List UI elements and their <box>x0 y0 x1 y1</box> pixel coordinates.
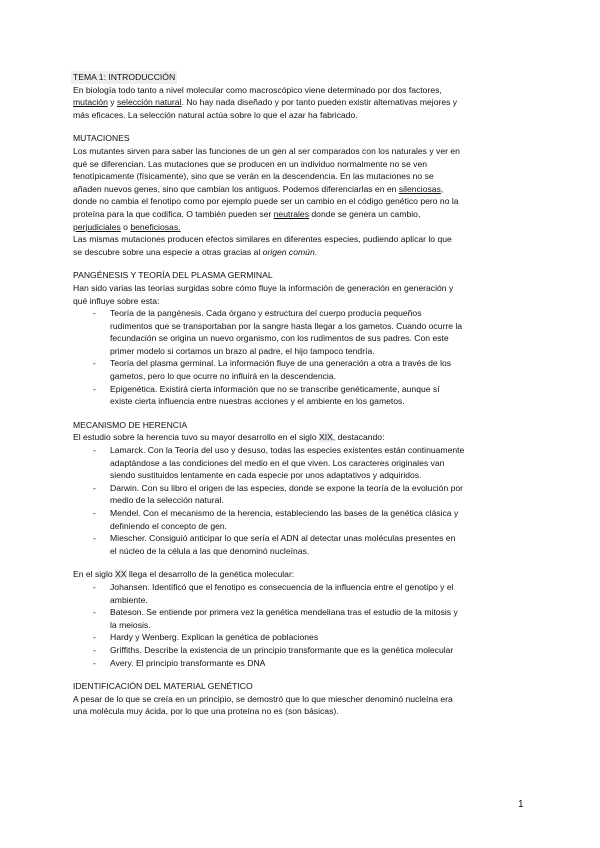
list-item <box>110 307 528 357</box>
text-line: A pesar de lo que se creía en un principio, se demostró que lo que miescher denominó nucleína era <box>73 693 453 704</box>
mutaciones-section <box>73 132 528 258</box>
bullet-list <box>73 307 528 408</box>
underlined-term: mutación <box>73 97 108 108</box>
text-line: - Miescher. Consiguió anticipar lo que sería el ADN al detectar unas moléculas presentes en <box>110 533 456 544</box>
highlighted-term: XX <box>115 569 127 580</box>
text-line: - Epigenética. Existirá cierta información que no se transcribe genéticamente, aunque sí <box>110 383 440 394</box>
text-line: - Teoría de la pangénesis. Cada órgano y estructura del cuerpo producía pequeños <box>110 308 422 319</box>
list-item <box>110 532 528 557</box>
text-line: la meiosis. <box>110 619 151 630</box>
text-span: llega el desarrollo de la genética molecular: <box>126 569 295 580</box>
text-line: definiendo el concepto de gen. <box>110 520 228 531</box>
text-span: . No hay nada diseñado y por tanto pueden existir alternativas mejores y <box>181 97 458 108</box>
text-line: qué se diferencian. Las mutaciones que se producen en un individuo normalmente no se ven <box>73 158 428 169</box>
text-line: Los mutantes sirven para saber las funciones de un gen al ser comparados con los naturales y ver en <box>73 145 460 156</box>
text-line: una molécula muy ácida, por lo que una proteína no es (son básicas). <box>73 706 339 717</box>
text-span: y <box>107 97 117 108</box>
highlighted-term: XIX <box>319 432 333 443</box>
text-span: o <box>120 221 131 232</box>
text-line: adaptándose a las condiciones del medio en el que viven. Los caracteres originales van <box>110 457 445 468</box>
list-item <box>110 507 528 532</box>
text-line: Las mismas mutaciones producen efectos similares en diferentes especies, pudiendo aplicar lo que <box>73 234 452 245</box>
text-line: rudimentos que se transportaban por la sangre hasta llegar a los gametos. Cuando ocurre la <box>110 320 463 331</box>
list-item <box>110 482 528 507</box>
text-line <box>73 568 528 581</box>
text-line: medio de la selección natural. <box>110 495 224 506</box>
text-line: gametos, pero lo que ocurre no influirá en la descendencia. <box>110 371 336 382</box>
list-item <box>110 444 528 482</box>
text-line <box>73 246 528 259</box>
text-line: - Griffiths. Describe la existencia de un principio transformante que es la genética molecular <box>110 644 454 655</box>
text-line: - Avery. El principio transformante es DNA <box>110 657 266 668</box>
text-line: más eficaces. La selección natural actúa sobre lo que el azar ha fabricado. <box>73 109 358 120</box>
underlined-term: neutrales <box>273 208 310 219</box>
document-page <box>73 71 528 718</box>
section-heading: MUTACIONES <box>73 133 130 144</box>
text-line: En biología todo tanto a nivel molecular como macroscópico viene determinado por dos factores, <box>73 84 442 95</box>
section-heading: MECANISMO DE HERENCIA <box>73 419 188 430</box>
text-line: el núcleo de la célula a las que denominó nucleínas. <box>110 545 310 556</box>
italic-term: origen común <box>262 246 315 257</box>
list-item <box>110 644 528 657</box>
mecanismo-section <box>73 419 528 669</box>
text-line <box>73 96 528 109</box>
text-span: donde se genera un cambio, <box>309 208 421 219</box>
list-item <box>110 581 528 606</box>
list-item <box>110 357 528 382</box>
underlined-term: silenciosas <box>398 183 441 194</box>
text-line: - Darwin. Con su libro el origen de las especies, donde se expone la teoría de la evolución por <box>110 482 464 493</box>
list-item <box>110 631 528 644</box>
text-span: proteína para la que codifica. O también pueden ser <box>73 208 274 219</box>
text-line: fenotípicamente (físicamente), sino que se verán en la descendencia. En las mutaciones no se <box>73 171 434 182</box>
text-line: - Bateson. Se entiende por primera vez la genética mendeliana tras el estudio de la mitosis y <box>110 607 458 618</box>
text-span: En el siglo <box>73 569 116 580</box>
list-item <box>110 606 528 631</box>
text-span: añaden nuevos genes, sino que cambian los antiguos. Podemos diferenciarlas en en <box>73 183 399 194</box>
text-line: - Mendel. Con el mecanismo de la herencia, estableciendo las bases de la genética clásica y <box>110 508 459 518</box>
text-line: qué influye sobre esta: <box>73 295 160 306</box>
text-line: ambiente. <box>110 594 148 605</box>
text-line: - Hardy y Wenberg. Explican la genética de poblaciones <box>110 632 319 643</box>
page-number: 1 <box>518 799 524 810</box>
text-line: Han sido varias las teorías surgidas sobre cómo fluye la información de generación en generación y <box>73 282 454 293</box>
text-line: siendo sustituidos lentamente en cada especie por unos adaptativos y adquiridos. <box>110 470 422 481</box>
text-line: donde no cambia el fenotipo como por ejemplo puede ser un cambio en el código genético pero no la <box>73 196 459 207</box>
page-title: TEMA 1: INTRODUCCIÓN <box>73 72 176 82</box>
text-line: fecundación se origina un nuevo organismo, con los rudimentos de sus padres. Con este <box>110 333 449 344</box>
text-span: se descubre sobre una especie a otras gracias al <box>73 246 263 257</box>
text-span: , <box>440 183 444 194</box>
underlined-term: selección natural <box>116 97 182 108</box>
section-heading: IDENTIFICACIÓN DEL MATERIAL GENÉTICO <box>73 681 253 692</box>
text-line: primer modelo si cortamos un brazo al padre, el hijo tampoco tendría. <box>110 345 375 356</box>
underlined-term: beneficiosas. <box>130 221 181 232</box>
list-item <box>110 383 528 408</box>
pangenesis-section <box>73 269 528 408</box>
text-span: . <box>314 246 318 257</box>
text-line: - Teoría del plasma germinal. La información fluye de una generación a otra a través de los <box>110 358 452 369</box>
text-line: - Lamarck. Con la Teoría del uso y desuso, todas las especies existentes están continuamente <box>110 445 465 456</box>
text-span: El estudio sobre la herencia tuvo su mayor desarrollo en el siglo <box>73 432 320 443</box>
bullet-list <box>73 581 528 669</box>
text-line <box>73 208 528 221</box>
bullet-list <box>73 444 528 557</box>
text-line <box>73 183 528 196</box>
identificacion-section <box>73 680 528 718</box>
text-line <box>73 431 528 444</box>
section-heading: PANGÉNESIS Y TEORÍA DEL PLASMA GERMINAL <box>73 270 273 281</box>
text-line: existe cierta influencia entre nuestras acciones y el ambiente en los gametos. <box>110 396 405 407</box>
text-span: , destacando: <box>332 432 385 443</box>
text-line: - Johansen. Identificó que el fenotipo es consecuencia de la influencia entre el genotipo y el <box>110 581 454 592</box>
list-item <box>110 657 528 670</box>
text-line <box>73 221 528 234</box>
tema-section <box>73 71 528 121</box>
underlined-term: perjudiciales <box>73 221 121 232</box>
